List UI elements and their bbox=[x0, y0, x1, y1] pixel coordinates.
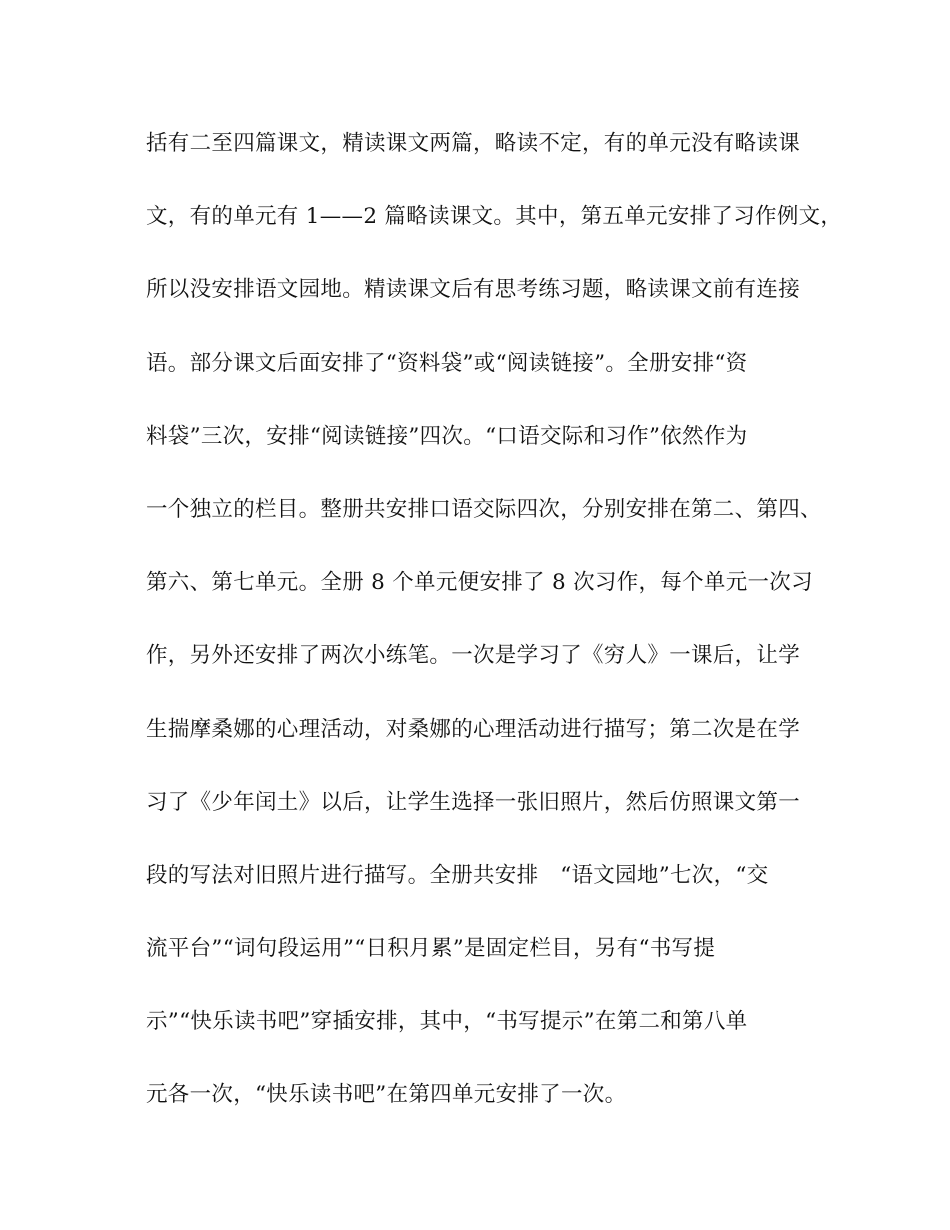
text-line-9: 生揣摩桑娜的心理活动，对桑娜的心理活动进行描写；第二次是在学 bbox=[146, 716, 801, 742]
text-line-6: 一个独立的栏目。整册共安排口语交际四次，分别安排在第二、第四、 bbox=[146, 496, 822, 522]
text-line-3: 所以没安排语文园地。精读课文后有思考练习题，略读课文前有连接 bbox=[146, 277, 801, 303]
text-line-1: 括有二至四篇课文，精读课文两篇，略读不定，有的单元没有略读课 bbox=[146, 131, 801, 156]
text-line-14: 元各一次，“快乐读书吧”在第四单元安排了一次。 bbox=[146, 1082, 627, 1108]
body-paragraph bbox=[146, 124, 843, 1149]
text-line-8: 作，另外还安排了两次小练笔。一次是学习了《穷人》一课后，让学 bbox=[146, 643, 801, 669]
text-line-11: 段的写法对旧照片进行描写。全册共安排 “语文园地”七次，“交 bbox=[146, 862, 769, 888]
text-line-10: 习了《少年闰土》以后，让学生选择一张旧照片，然后仿照课文第一 bbox=[146, 789, 801, 815]
text-line-12: 流平台”“词句段运用”“日积月累”是固定栏目，另有“书写提 bbox=[146, 936, 716, 962]
text-line-5: 料袋”三次，安排“阅读链接”四次。“口语交际和习作”依然作为 bbox=[146, 423, 748, 449]
text-line-7: 第六、第七单元。全册 8 个单元便安排了 8 次习作，每个单元一次习 bbox=[146, 570, 813, 596]
text-line-13: 示”“快乐读书吧”穿插安排，其中，“书写提示”在第二和第八单 bbox=[146, 1009, 748, 1035]
text-line-4: 语。部分课文后面安排了“资料袋”或“阅读链接”。全册安排“资 bbox=[146, 350, 748, 376]
text-line-2: 文，有的单元有 1——2 篇略读课文。其中，第五单元安排了习作例文， bbox=[146, 204, 843, 230]
